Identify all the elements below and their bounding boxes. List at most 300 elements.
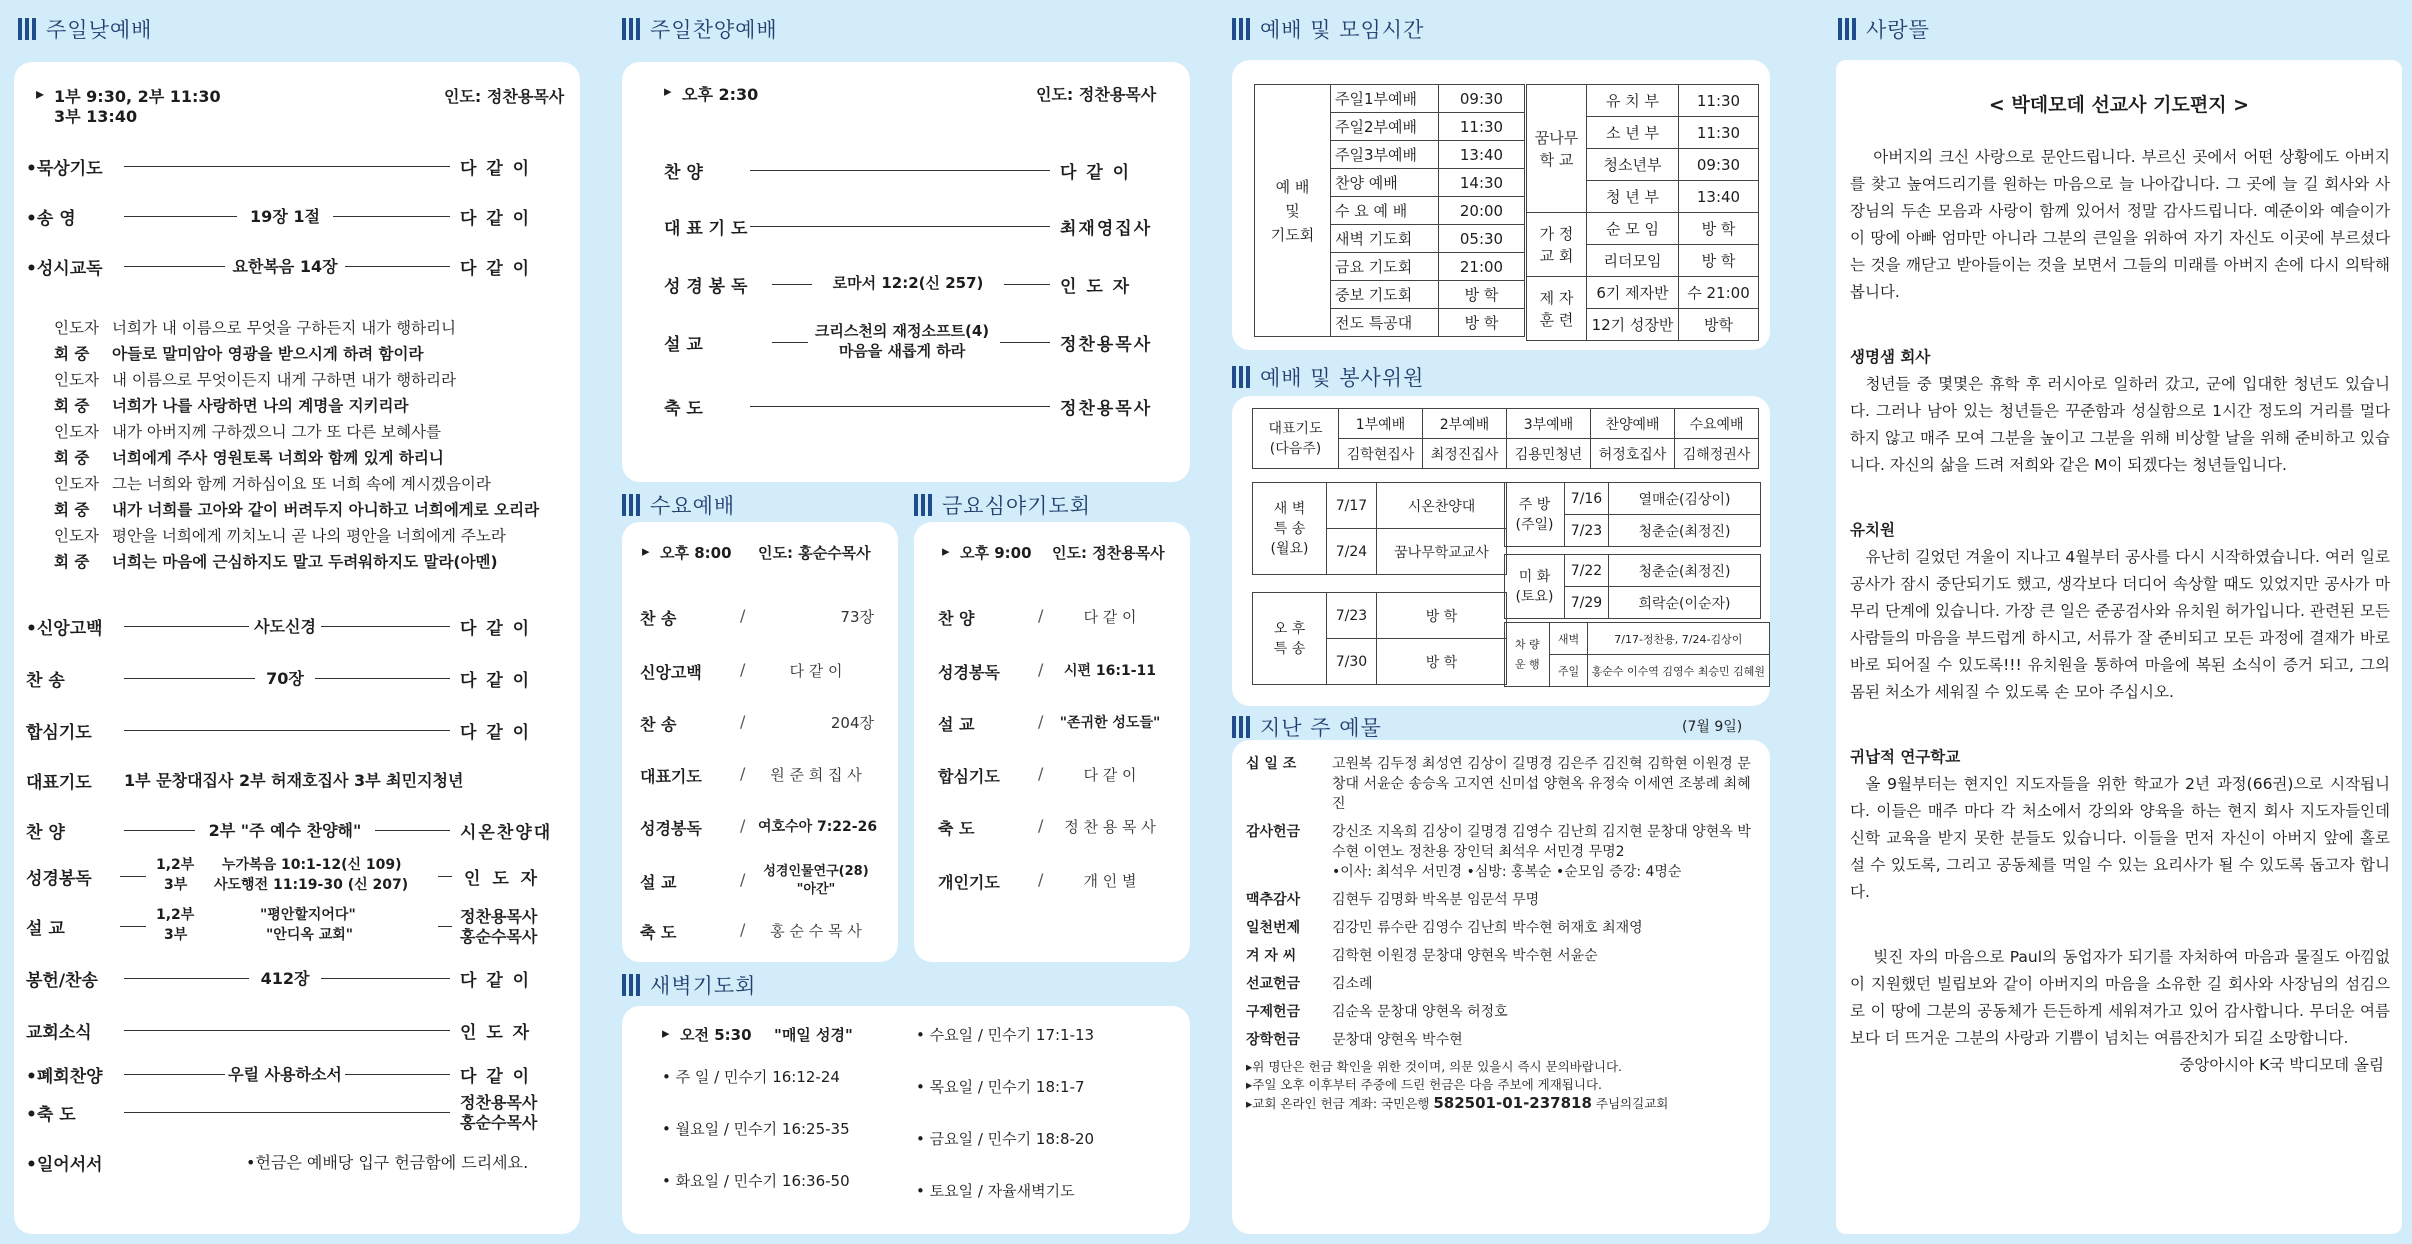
standup-label: •일어서서 [26,1155,103,1175]
offering-note-line: ▸위 명단은 헌금 확인을 위한 것이며, 의문 있을시 즉시 문의바랍니다. [1246,1059,1623,1074]
worship-time-3: 3부 13:40 [54,107,138,126]
times-value: 13:40 [1439,141,1525,169]
roles-name: 김해정권사 [1675,439,1759,469]
list-value: 다 같 이 [789,662,843,680]
praise-right: 인 도 자 [1060,277,1132,297]
worship-time: 1부 9:30, 2부 11:30 [54,87,221,106]
reading-speaker: 인도자 [54,475,99,493]
times-value: 11:30 [1679,85,1759,117]
reading-text: 너희가 내 이름으로 무엇을 구하든지 내가 행하리니 [112,319,456,337]
reading-text: 평안을 너희에게 끼치노니 곧 나의 평안을 너희에게 주노라 [112,527,506,545]
section-title-wednesday: 수요예배 [622,490,735,520]
sermon-text1: "평안할지어다" [260,907,356,923]
list-label: 찬 양 [938,609,975,628]
blessing-label: •축 도 [26,1105,76,1125]
times-value: 20:00 [1439,197,1525,225]
order-right: 다 같 이 [460,671,532,691]
reading-speaker: 회 중 [54,501,90,519]
praise-right: 정찬용목사 [1060,335,1153,355]
responsive-reading-line [54,472,491,494]
dawn-special-table-date: 7/24 [1327,529,1377,575]
list-label: 찬 송 [640,715,677,734]
list-value: 여호수아 7:22-26 [758,819,878,835]
offering-label: 장학헌금 [1246,1032,1301,1048]
cleaning-table [1504,554,1761,619]
praise-label: 축 도 [664,399,703,419]
cleaning-table-value: 청춘순(최정진) [1609,555,1761,587]
leader-line [438,876,452,877]
order-label: 찬 양 [26,823,65,843]
order-right: 다 같 이 [460,209,532,229]
list-label: 개인기도 [938,873,1000,892]
leader-line [772,342,808,343]
praise-label: 대 표 기 도 [664,219,748,239]
order-label: 합심기도 [26,723,92,743]
section-title-dawn: 새벽기도회 [622,970,756,1000]
leader-line [321,626,450,627]
letter-card [1836,60,2402,1234]
letter-heading: 생명샘 회사 [1850,348,1931,366]
order-label: •폐회찬양 [26,1067,103,1087]
times-name: 리더모임 [1587,245,1679,277]
times-name: 소 년 부 [1587,117,1679,149]
driving-table-value: 홍순수 이수역 김영수 최승민 김혜원 [1587,655,1769,687]
leader-line [321,978,450,979]
list-value: "존귀한 성도들" [1059,715,1161,731]
kitchen-table-head: 주 방 (주일) [1505,483,1565,547]
times-value: 수 21:00 [1679,277,1759,309]
offerings-list [1246,754,1756,1113]
kitchen-table-value: 청춘순(최정진) [1609,515,1761,547]
letter-paragraph: 아버지의 크신 사랑으로 문안드립니다. 부르신 곳에서 어떤 상황에도 아버지를 찾고 높여드리기를 원하는 마음으로 늘 나아갑니다. 그 곳에 늘 길 회사와 사장님의 두손 모음과 사랑이 함께 있어서 정말 감사드립니다. 예준이와 예슬이가 이 땅에 아빠 엄마만 아니라 그분의 큰일을 위하여 자기 자신도 이곳에 부르셨다는 것을 깨닫고 받아들이는 것을 보면서 그들의 미래를 아버지 손에 다시 의탁해 봅니다. [1850,148,2390,301]
order-label: •묵상기도 [26,159,103,179]
roles-head: 찬양예배 [1591,409,1675,439]
account-holder: 주님의길교회 [1595,1096,1669,1111]
list-label: 신앙고백 [640,663,702,682]
reading-speaker: 인도자 [54,319,99,337]
afternoon-special-table-value: 방 학 [1377,593,1507,639]
dawn-day: • 월요일 / 민수기 16:25-35 [662,1120,850,1138]
reading-text: 내가 아버지께 구하겠으니 그가 또 다른 보혜사를 [112,423,442,441]
offering-label: 겨 자 씨 [1246,948,1297,964]
leader-line [124,216,237,217]
kitchen-table-date: 7/23 [1565,515,1609,547]
kitchen-table-date: 7/16 [1565,483,1609,515]
wed-leader: 인도: 홍순수목사 [758,544,871,562]
offering-label: 감사헌금 [1246,824,1301,840]
time-bullet: ▸ [942,542,950,560]
responsive-reading-line [54,550,498,572]
divider-slash: / [1038,816,1044,835]
times-name: 새벽 기도회 [1331,225,1439,253]
letter-paragraph: 올 9월부터는 현지인 지도자들을 위한 학교가 2년 과정(66권)으로 시작됩니다. 이들은 매주 마다 각 처소에서 강의와 양육을 하는 현지 회사 지도자들인데 신학 교육을 받지 못한 분들도 있습니다. 이들을 먼저 자신이 아버지 앞에 홀로 설 수 있도록, 그리고 공동체를 먹일 수 있는 요리사가 될 수 있도록 돕고자 합니다. [1850,775,2390,901]
section-bars-icon [1838,18,1856,40]
section-bars-icon [1232,716,1250,738]
sermon-parts: 1,2부 [156,907,195,923]
praise-worship-card [622,62,1190,482]
praise-right: 최재영집사 [1060,219,1153,239]
times-name: 찬양 예배 [1331,169,1439,197]
afternoon-special-table-date: 7/23 [1327,593,1377,639]
order-label: •송 영 [26,209,76,229]
offering-label: 십 일 조 [1246,756,1297,772]
list-label: 축 도 [640,923,677,942]
order-right: 다 같 이 [460,259,532,279]
sermon-parts2: 3부 [164,927,188,943]
fri-time: 오후 9:00 [960,544,1032,562]
praise-right: 정찬용목사 [1060,399,1153,419]
divider-slash: / [740,764,746,783]
responsive-reading-line [54,316,456,338]
times-value: 13:40 [1679,181,1759,213]
reading-speaker: 인도자 [54,527,99,545]
divider-slash: / [740,712,746,731]
order-label: 대표기도 [26,773,92,793]
times-name: 청 년 부 [1587,181,1679,213]
times-group-head: 꿈나무 학 교 [1527,85,1587,213]
cleaning-table-value: 희락순(이순자) [1609,587,1761,619]
roles-head: 3부예배 [1507,409,1591,439]
leader-line [120,926,146,927]
wed-time: 오후 8:00 [660,544,732,562]
roles-head: 2부예배 [1423,409,1507,439]
times-name: 중보 기도회 [1331,281,1439,309]
leader-line [1000,342,1050,343]
leader-line [124,978,249,979]
offering-names: 김소례 [1332,976,1373,992]
praise-right: 다 같 이 [1060,163,1132,183]
offering-notes [1246,1058,1756,1113]
section-bars-icon [1232,18,1250,40]
divider-slash: / [740,920,746,939]
afternoon-special-table-value: 방 학 [1377,639,1507,685]
responsive-reading-line [54,368,456,390]
times-name: 주일2부예배 [1331,113,1439,141]
times-name: 유 치 부 [1587,85,1679,117]
times-name: 주일1부예배 [1331,85,1439,113]
wednesday-card [622,522,898,962]
afternoon-special-table-head: 오 후 특 송 [1253,593,1327,685]
responsive-reading-line [54,420,441,442]
scripture-parts: 1,2부 [156,857,195,873]
offering-label: 일천번제 [1246,920,1301,936]
offering-label: 맥추감사 [1246,892,1301,908]
afternoon-special-table [1252,592,1507,685]
times-value: 14:30 [1439,169,1525,197]
times-value: 09:30 [1679,149,1759,181]
roles-name: 김용민청년 [1507,439,1591,469]
list-value: 홍 순 수 목 사 [770,922,862,940]
cleaning-table-head: 미 화 (토요) [1505,555,1565,619]
driving-table-date: 새벽 [1550,623,1587,655]
order-content: 우릴 사용하소서 [228,1065,342,1084]
leader-line [750,406,1050,407]
time-bullet: ▸ [642,542,650,560]
list-label: 성경봉독 [640,819,702,838]
reading-speaker: 회 중 [54,553,90,571]
leader-line [375,830,450,831]
offering-date: (7월 9일) [1682,719,1743,735]
times-name: 6기 제자반 [1587,277,1679,309]
order-content: 19장 1절 [250,207,320,226]
offering-names: 김강민 류수란 김영수 김난희 박수현 허재호 최재영 [1332,920,1643,936]
section-title-letter: 사랑뜰 [1838,14,1930,44]
section-bars-icon [18,18,36,40]
offering-row [1246,918,1756,938]
section-bars-icon [1232,366,1250,388]
order-right: 인 도 자 [460,1023,532,1043]
times-name: 청소년부 [1587,149,1679,181]
sermon-right2: 홍순수목사 [460,927,538,946]
scripture-text2: 사도행전 11:19-30 (신 207) [214,877,409,893]
offering-note-line: ▸주일 오후 이후부터 주중에 드린 헌금은 다음 주보에 게재됩니다. [1246,1077,1602,1092]
leader-line [772,284,812,285]
order-right: 다 같 이 [460,1067,532,1087]
times-table-right [1526,84,1759,341]
section-title-roles: 예배 및 봉사위원 [1232,362,1424,392]
kitchen-table [1504,482,1761,547]
praise-label: 설 교 [664,335,703,355]
kitchen-table-value: 열매순(김상이) [1609,483,1761,515]
offering-label: 선교헌금 [1246,976,1301,992]
praise-content-2: 마음을 새롭게 하라 [838,342,966,360]
dawn-day: • 금요일 / 민수기 18:8-20 [916,1130,1095,1148]
leader-line [345,266,450,267]
leader-line [124,830,195,831]
offering-names: 문창대 양현옥 박수현 [1332,1032,1463,1048]
offering-row [1246,974,1756,994]
cleaning-table-date: 7/29 [1565,587,1609,619]
responsive-reading-line [54,342,423,364]
list-value: 정 찬 용 목 사 [1064,818,1156,836]
times-value: 방학 [1679,309,1759,341]
reading-speaker: 인도자 [54,371,99,389]
times-name: 12기 성장반 [1587,309,1679,341]
offering-row [1246,754,1756,814]
list-label: 설 교 [938,715,975,734]
times-card [1232,60,1770,350]
divider-slash: / [740,660,746,679]
reading-text: 내가 너희를 고아와 같이 버려두지 아니하고 너희에게로 오리라 [112,501,540,519]
letter-title: < 박데모데 선교사 기도편지 > [1988,94,2250,116]
leader-line [333,216,450,217]
praise-content: 크리스천의 재정소프트(4) [814,322,990,340]
leader-line [1004,284,1050,285]
roles-name: 허정호집사 [1591,439,1675,469]
roles-header-table [1252,408,1759,469]
letter-heading: 유치원 [1850,521,1895,539]
divider-slash: / [1038,660,1044,679]
dawn-special-table [1252,482,1507,575]
times-value: 21:00 [1439,253,1525,281]
divider-slash: / [1038,764,1044,783]
offering-names: 김현두 김명화 박옥분 임문석 무명 [1332,892,1540,908]
divider-slash: / [1038,712,1044,731]
blessing-right2: 홍순수목사 [460,1113,538,1132]
order-label: 교회소식 [26,1023,92,1043]
responsive-reading-line [54,446,444,468]
dawn-theme: "매일 성경" [774,1026,853,1044]
roles-name: 최정진집사 [1423,439,1507,469]
reading-speaker: 회 중 [54,397,90,415]
praise-leader: 인도: 정찬용목사 [1036,85,1157,104]
leader-line [438,926,452,927]
times-name: 순 모 임 [1587,213,1679,245]
letter-paragraph: 청년들 중 몇몇은 휴학 후 러시아로 일하러 갔고, 군에 입대한 청년도 있습니다. 그러나 남아 있는 청년들은 꾸준함과 성실함으로 1시간 정도의 거리를 멀다하지 않고 매주 모여 그분을 높이고 그분을 위해 비상할 날을 위해 준비하고 있습니다. 자신의 삶을 드려 저희와 같은 M이 되겠다는 청년들입니다. [1850,375,2390,474]
offering-row [1246,1002,1756,1022]
praise-label: 찬 양 [664,163,703,183]
dawn-day: • 화요일 / 민수기 16:36-50 [662,1172,850,1190]
dawn-day: • 수요일 / 민수기 17:1-13 [916,1026,1095,1044]
list-value: 성경인물연구(28) [763,864,869,879]
letter-paragraph: 빚진 자의 마음으로 Paul의 동업자가 되기를 자처하여 마음과 물질도 아낌없이 지원했던 빌립보와 같이 아버지의 마음을 소유한 길 회사와 사장님의 섬김으로 이 땅에 그분의 공동체가 든든하게 세워져가고 있어 감사합니다. 무더운 여름보다 더 뜨거운 그분의 사랑과 기쁨이 넘치는 여름잔치가 되길 소망합니다. [1850,948,2390,1047]
times-group-head: 예 배 및 기도회 [1255,85,1331,337]
leader-line [124,1074,225,1075]
offering-note-line: ▸교회 온라인 헌금 계좌: 국민은행 582501-01-237818 주님의길교회 [1246,1094,1669,1112]
sunday-worship-card [14,62,580,1234]
praise-content: 로마서 12:2(신 257) [832,274,984,292]
dawn-special-table-date: 7/17 [1327,483,1377,529]
list-value: 시편 16:1-11 [1063,663,1157,679]
leader-line [345,1074,450,1075]
offerings-card [1232,740,1770,1234]
offering-names: 강신조 지옥희 김상이 길명경 김영수 김난희 김지현 문창대 양현옥 박수현 이연노 정찬용 장인덕 최석우 서민경 무명2 •이사: 최석우 서민경 •심방: 홍복순 •순모임 증강: 4명순 [1332,824,1751,880]
driving-table-date: 주일 [1550,655,1587,687]
roles-head: 수요예배 [1675,409,1759,439]
times-value: 방 학 [1439,281,1525,309]
dawn-special-table-value: 시온찬양대 [1377,483,1507,529]
order-content: 2부 "주 예수 찬양해" [208,821,362,840]
section-bars-icon [914,494,932,516]
leader-line [750,226,1050,227]
times-name: 수 요 예 배 [1331,197,1439,225]
divider-slash: / [1038,870,1044,889]
friday-card [914,522,1190,962]
dawn-special-table-value: 꿈나무학교교사 [1377,529,1507,575]
times-value: 09:30 [1439,85,1525,113]
list-label: 합심기도 [938,767,1000,786]
scripture-label: 성경봉독 [26,869,92,889]
offering-row [1246,946,1756,966]
time-bullet: ▸ [664,82,672,100]
roles-name: 김학현집사 [1339,439,1423,469]
scripture-text1: 누가복음 10:1-12(신 109) [222,857,402,873]
offering-row [1246,822,1756,882]
reading-text: 너희가 나를 사랑하면 나의 계명을 지키리라 [112,397,409,415]
reading-text: 너희에게 주사 영원토록 너희와 함께 있게 하리니 [112,449,444,467]
section-title-praise-worship: 주일찬양예배 [622,14,778,44]
offering-note: •헌금은 예배당 입구 헌금함에 드리세요. [246,1153,529,1172]
roles-card [1232,396,1770,706]
letter-signature: 중앙아시아 K국 박디모데 올림 [2179,1056,2384,1074]
list-value: 73장 [840,608,874,626]
divider-slash: / [1038,606,1044,625]
fri-leader: 인도: 정찬용목사 [1052,544,1165,562]
divider-slash: / [740,870,746,889]
order-right: 다 같 이 [460,619,532,639]
blessing-right1: 정찬용목사 [460,1093,538,1112]
section-bars-icon [622,494,640,516]
list-value: 다 같 이 [1083,608,1137,626]
list-label: 성경봉독 [938,663,1000,682]
driving-table [1504,622,1770,687]
divider-slash: / [740,816,746,835]
order-content: 요한복음 14장 [232,257,338,276]
times-group-head: 가 정 교 회 [1527,213,1587,277]
times-group-head: 제 자 훈 련 [1527,277,1587,341]
order-content: 사도신경 [254,617,316,636]
section-bars-icon [622,974,640,996]
section-title-sunday-worship: 주일낮예배 [18,14,152,44]
list-label: 설 교 [640,873,677,892]
order-right: 다 같 이 [460,159,532,179]
roles-head: 대표기도 (다음주) [1253,409,1339,469]
section-title-offerings: 지난 주 예물 [1232,712,1382,742]
reading-speaker: 인도자 [54,423,99,441]
list-value: 개 인 별 [1083,872,1137,890]
order-right: 다 같 이 [460,971,532,991]
reading-text: 그는 너희와 함께 거하심이요 또 너희 속에 계시겠음이라 [112,475,491,493]
dawn-time: 오전 5:30 [680,1026,752,1044]
sermon-right1: 정찬용목사 [460,907,538,926]
reading-text: 너희는 마음에 근심하지도 말고 두려워하지도 말라(아멘) [112,553,498,571]
responsive-reading-line [54,498,539,520]
leader-line [124,678,255,679]
leader-line [124,266,225,267]
responsive-reading-line [54,524,506,546]
leader-line [124,1112,450,1113]
worship-leader: 인도: 정찬용목사 [444,87,565,106]
afternoon-special-table-date: 7/30 [1327,639,1377,685]
dawn-special-table-head: 새 벽 특 송 (월요) [1253,483,1327,575]
leader-line [124,1030,450,1031]
scripture-right: 인 도 자 [464,869,541,889]
time-bullet: ▸ [662,1024,670,1042]
times-table-left [1254,84,1525,337]
order-content: 1부 문창대집사 2부 허재호집사 3부 최민지청년 [124,771,464,790]
order-label: •신앙고백 [26,619,103,639]
offering-names: 김학현 이원경 문창대 양현옥 박수현 서윤순 [1332,948,1598,964]
dawn-card [622,1006,1190,1234]
cleaning-table-date: 7/22 [1565,555,1609,587]
list-value-2: "아간" [796,882,836,897]
times-value: 11:30 [1679,117,1759,149]
times-value: 방 학 [1679,245,1759,277]
offering-row [1246,1030,1756,1050]
order-label: 봉헌/찬송 [26,971,98,991]
leader-line [124,166,450,167]
times-value: 방 학 [1439,309,1525,337]
offering-names: 고원복 김두정 최성연 김상이 길명경 김은주 김진혁 김학현 이원경 문창대 서윤순 송승옥 고지연 신미섭 양현옥 유정숙 이세연 조봉례 최혜진 [1332,756,1751,812]
roles-head: 1부예배 [1339,409,1423,439]
list-value: 다 같 이 [1083,766,1137,784]
divider-slash: / [740,606,746,625]
dawn-day: • 목요일 / 민수기 18:1-7 [916,1078,1085,1096]
bank-account: 582501-01-237818 [1433,1094,1592,1112]
letter-paragraph: 유난히 길었던 겨울이 지나고 4월부터 공사를 다시 시작하였습니다. 여러 일로 공사가 잠시 중단되기도 했고, 생각보다 더디어 속상할 때도 있었지만 공사가 마무리 단계에 있습니다. 가장 큰 일은 준공검사와 유치원 허가입니다. 관련된 모든 사람들의 마음을 부드럽게 하시고, 서류가 잘 준비되고 모든 과정에 결재가 바로 바로 되어질 수 있도록!!! 유치원을 통하여 마을에 복된 소식이 증거 되고, 그의 몸된 처소가 세워질 수 있도록 손 모아 주십시오. [1850,548,2390,701]
time-bullet: ▸ [36,84,45,103]
dawn-day: • 주 일 / 민수기 16:12-24 [662,1068,840,1086]
leader-line [124,626,249,627]
reading-text: 아들로 말미암아 영광을 받으시게 하려 함이라 [112,345,424,363]
praise-time: 오후 2:30 [682,85,759,104]
times-name: 전도 특공대 [1331,309,1439,337]
list-label: 축 도 [938,819,975,838]
section-bars-icon [622,18,640,40]
reading-text: 내 이름으로 무엇이든지 내게 구하면 내가 행하리라 [112,371,456,389]
responsive-reading-line [54,394,409,416]
offering-label: 구제헌금 [1246,1004,1301,1020]
